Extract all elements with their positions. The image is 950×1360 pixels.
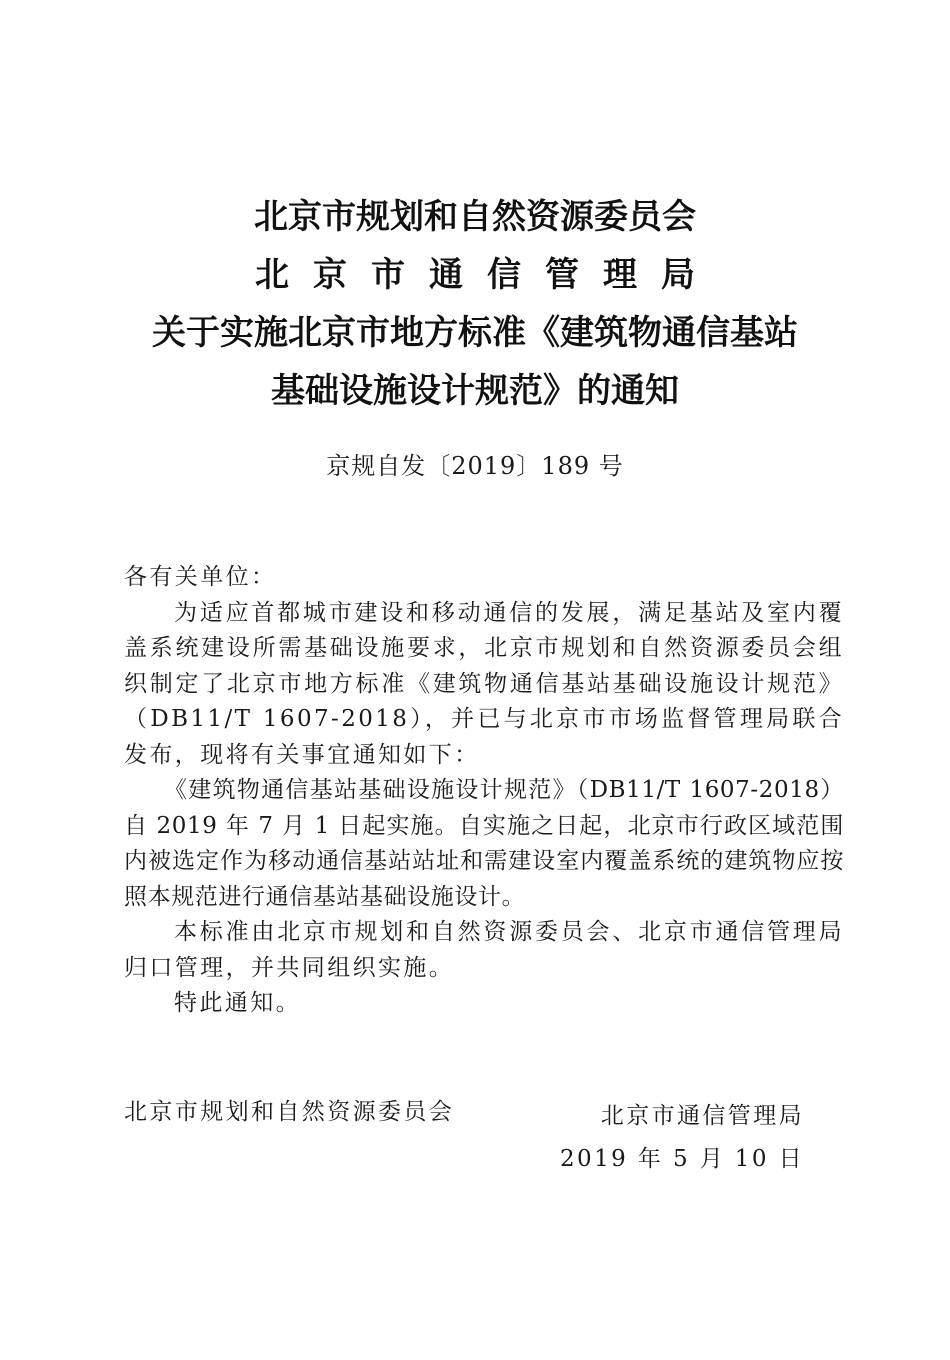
signature-right <box>560 1095 804 1180</box>
paragraph-purpose: 为适应首都城市建设和移动通信的发展，满足基站及室内覆盖系统建设所需基础设施要求，北京市规划和自然资源委员会组织制定了北京市地方标准《建筑物通信基站基础设施设计规范》（DB11/T 1607-2018），并已与北京市市场监督管理局联合发布，现将有关事宜通知如下： <box>124 599 844 768</box>
salutation: 各有关单位： <box>124 564 277 590</box>
signature-date: 2019 年 5 月 10 日 <box>560 1146 804 1172</box>
signature-right-org: 北京市通信管理局 <box>600 1103 804 1129</box>
document-body <box>124 560 844 1022</box>
title-line-issuer-2: 北京市通信管理局 <box>255 255 719 295</box>
paragraph-closing: 特此通知。 <box>174 990 301 1016</box>
document-title <box>0 188 950 420</box>
signature-left-org: 北京市规划和自然资源委员会 <box>124 1099 455 1125</box>
title-line-subject-2: 基础设施设计规范》的通知 <box>271 371 679 411</box>
title-line-issuer-1: 北京市规划和自然资源委员会 <box>254 197 696 237</box>
paragraph-management: 本标准由北京市规划和自然资源委员会、北京市通信管理局归口管理，并共同组织实施。 <box>124 919 844 981</box>
document-number: 京规自发〔2019〕189 号 <box>326 452 624 480</box>
paragraph-effective-date: 《建筑物通信基站基础设施设计规范》（DB11/T 1607-2018）自 2019 年 7 月 1 日起实施。自实施之日起，北京市行政区域范围内被选定作为移动通信基站站址和需建设室内覆盖系统的建筑物应按照本规范进行通信基站基础设施设计。 <box>124 777 844 910</box>
title-line-subject-1: 关于实施北京市地方标准《建筑物通信基站 <box>152 313 798 353</box>
